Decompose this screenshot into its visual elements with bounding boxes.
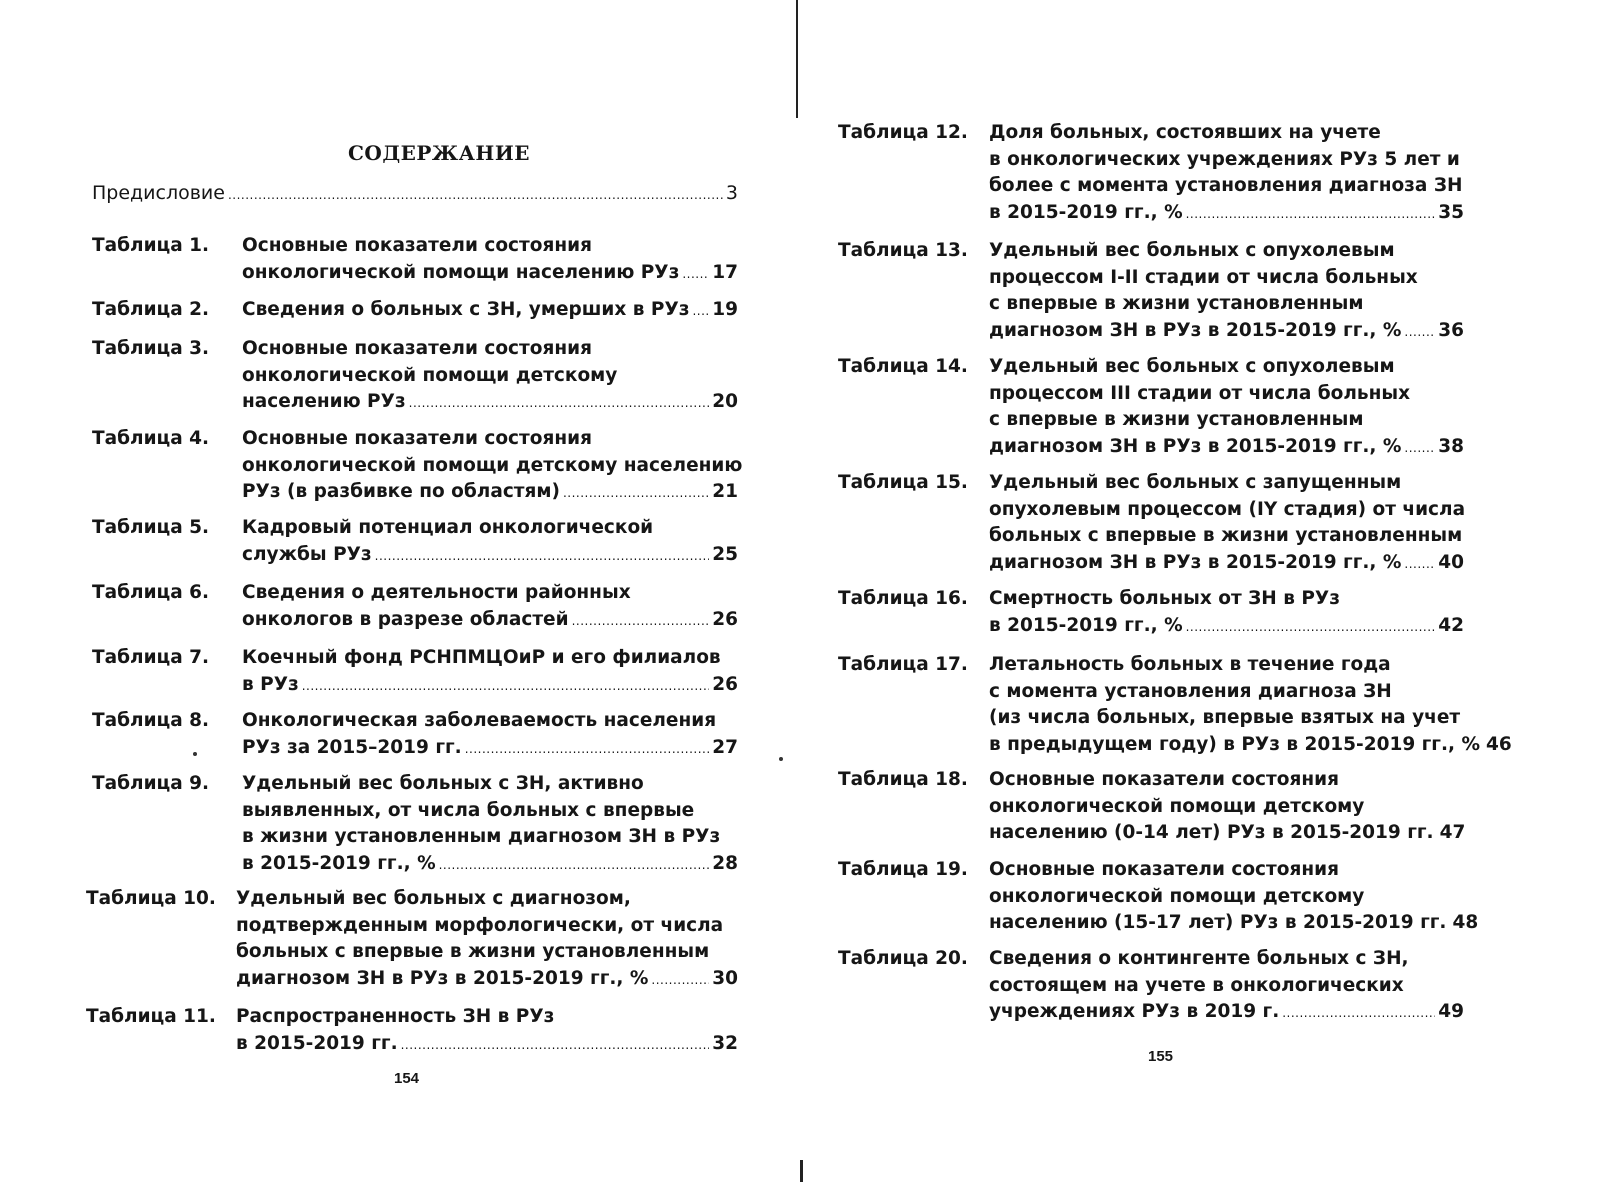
toc-entry-title-line: диагнозом ЗН в РУз в 2015-2019 гг., % [989, 435, 1402, 457]
toc-entry-label: Таблица 19. [838, 859, 968, 880]
toc-entry-label: Таблица 16. [838, 588, 968, 609]
toc-entry[interactable] [838, 586, 1464, 639]
toc-entry-title-line: Основные показатели состояния [242, 338, 592, 359]
toc-entry-page-number: 26 [712, 673, 738, 695]
toc-entry-title-line: Сведения о деятельности районных [242, 582, 631, 603]
leader-dots [375, 542, 710, 570]
toc-entry-title-line: Онкологическая заболеваемость населения [242, 710, 717, 731]
leader-dots [1404, 550, 1435, 578]
toc-entry-title-line: с впервые в жизни установленным [989, 293, 1364, 314]
toc-entry[interactable] [86, 1004, 738, 1057]
toc-entry-title-line: онкологической помощи населению РУз [242, 261, 680, 283]
toc-entry-page-number: 20 [712, 391, 738, 412]
toc-entry-label: Таблица 20. [838, 948, 968, 969]
toc-entry-page-number: 19 [712, 299, 738, 320]
leader-dots [692, 297, 709, 325]
toc-entry-title-line: Сведения о больных с ЗН, умерших в РУз [242, 299, 690, 320]
toc-entry-page-number: 21 [712, 481, 738, 502]
toc-entry[interactable] [92, 580, 738, 633]
toc-entry-label: Таблица 8. [92, 710, 210, 731]
toc-entry-page-number: 49 [1438, 1001, 1464, 1022]
toc-entry-title-line: Удельный вес больных с опухолевым [989, 356, 1395, 377]
toc-entry-title-line: Основные показатели состояния [989, 859, 1339, 880]
toc-entry-title-line: РУз за 2015–2019 гг. [242, 736, 462, 758]
toc-entry-page-number: 42 [1438, 614, 1464, 636]
toc-entry-label: Таблица 18. [838, 769, 968, 790]
toc-entry-label: Таблица 9. [92, 773, 210, 794]
leader-dots [682, 260, 709, 288]
toc-entry-title-line: опухолевым процессом (IY стадия) от числа [989, 498, 1466, 520]
toc-entry-title-line: населению РУз [242, 391, 406, 412]
toc-entry-title-line: в жизни установленным диагнозом ЗН в РУз [242, 826, 721, 847]
toc-entry-title-line: больных с впервые в жизни установленным [989, 525, 1463, 546]
leader-dots [302, 672, 710, 700]
toc-entry-page-number: 47 [1439, 822, 1466, 843]
toc-entry-page-number: 38 [1438, 435, 1464, 457]
toc-entry-title-line: в предыдущем году) в РУз в 2015-2019 гг., % [989, 733, 1480, 755]
toc-entry-page-number: 17 [712, 261, 738, 283]
leader-dots [439, 851, 710, 879]
leader-dots [563, 479, 709, 507]
leader-dots [1186, 200, 1436, 228]
toc-entry-title-line: в 2015-2019 гг., % [989, 201, 1183, 223]
page-number: 155 [1148, 1048, 1174, 1065]
leader-dots [572, 607, 710, 635]
toc-entry-title-line: Удельный вес больных с запущенным [989, 472, 1402, 493]
toc-entry-title-line: Доля больных, состоявших на учете [989, 122, 1381, 143]
toc-entry-title-line: Летальность больных в течение года [989, 654, 1391, 675]
toc-entry-title-line: в 2015-2019 гг. [236, 1032, 398, 1054]
leader-dots [1186, 613, 1436, 641]
toc-entry-label: Таблица 7. [92, 647, 210, 668]
toc-entry-page-number: 48 [1452, 912, 1479, 933]
toc-entry-title-line: населению (15-17 лет) РУз в 2015-2019 гг. [989, 912, 1447, 933]
toc-entry-title-line: службы РУз [242, 543, 372, 565]
toc-entry-label: Таблица 5. [92, 517, 210, 538]
toc-entry[interactable] [92, 233, 738, 286]
toc-entry[interactable] [838, 857, 1479, 937]
toc-entry-label: Таблица 10. [86, 888, 216, 909]
toc-entry-title-line: онкологов в разрезе областей [242, 608, 569, 630]
toc-entry-title-line: в 2015-2019 гг., % [989, 614, 1183, 636]
toc-entry-title-line: онкологической помощи детскому [989, 795, 1365, 817]
toc-entry[interactable] [838, 470, 1464, 576]
leader-dots [1404, 434, 1435, 462]
toc-entry-title-line: Удельный вес больных с диагнозом, [236, 888, 631, 909]
toc-entry-page-number: 46 [1486, 733, 1512, 755]
toc-entry-preface[interactable] [92, 180, 738, 208]
toc-entry-title-line: учреждениях РУз в 2019 г. [989, 1001, 1280, 1022]
toc-entry-page-number: 27 [712, 736, 738, 758]
toc-entry-title-line: процессом I-II стадии от числа больных [989, 266, 1418, 288]
toc-entry-title-line: онкологической помощи детскому [242, 364, 618, 386]
toc-entry[interactable] [92, 515, 738, 568]
toc-entry-title-line: больных с впервые в жизни установленным [236, 941, 710, 962]
leader-dots [1282, 999, 1435, 1027]
toc-entry-title-line: Распространенность ЗН в РУз [236, 1006, 555, 1027]
toc-entry-page-number: 26 [712, 608, 738, 630]
toc-entry-title-line: выявленных, от числа больных с впервые [242, 799, 695, 821]
toc-entry-title-line: в 2015-2019 гг., % [242, 852, 436, 874]
toc-entry-title-line: Основные показатели состояния [242, 428, 592, 449]
toc-entry-label: Таблица 11. [86, 1006, 216, 1027]
toc-entry[interactable] [838, 652, 1512, 758]
toc-entry-title-line: более с момента установления диагноза ЗН [989, 175, 1463, 196]
toc-entry-label: Таблица 3. [92, 338, 210, 359]
toc-entry[interactable] [92, 771, 738, 877]
page-number: 154 [394, 1070, 420, 1087]
toc-entry[interactable] [92, 336, 738, 416]
preface-title: Предисловие [92, 182, 225, 204]
leader-dots [409, 389, 710, 417]
toc-entry-title-line: в онкологических учреждениях РУз 5 лет и [989, 148, 1460, 170]
toc-entry-title-line: РУз (в разбивке по областям) [242, 481, 560, 502]
toc-entry-label: Таблица 14. [838, 356, 968, 377]
toc-entry-title-line: населению (0-14 лет) РУз в 2015-2019 гг. [989, 822, 1434, 843]
leader-dots [401, 1031, 710, 1059]
toc-entry-title-line: (из числа больных, впервые взятых на учет [989, 707, 1461, 728]
toc-entry-label: Таблица 6. [92, 582, 210, 603]
right-page [810, 0, 1600, 1184]
toc-entry[interactable] [838, 946, 1464, 1026]
toc-entry-label: Таблица 4. [92, 428, 210, 449]
toc-entry-title-line: с впервые в жизни установленным [989, 409, 1364, 430]
toc-entry[interactable] [92, 708, 738, 761]
toc-entry-page-number: 28 [712, 852, 738, 874]
preface-page-number: 3 [725, 182, 738, 204]
toc-entry[interactable] [92, 297, 738, 324]
toc-entry-title-line: онкологической помощи детскому [989, 885, 1365, 907]
toc-entry[interactable] [92, 645, 738, 698]
toc-entry-label: Таблица 2. [92, 299, 210, 320]
toc-entry-page-number: 32 [712, 1032, 738, 1054]
gutter-line [796, 0, 798, 118]
toc-entry-title-line: Основные показатели состояния [242, 235, 592, 256]
toc-entry-title-line: в РУз [242, 673, 299, 695]
toc-entry-label: Таблица 15. [838, 472, 968, 493]
left-page [0, 0, 790, 1184]
toc-entry-title-line: состоящем на учете в онкологических [989, 974, 1404, 996]
toc-entry[interactable] [86, 886, 738, 992]
toc-entry[interactable] [838, 767, 1464, 847]
leader-dots [465, 735, 710, 763]
toc-entry-label: Таблица 12. [838, 122, 968, 143]
toc-entry-title-line: диагнозом ЗН в РУз в 2015-2019 гг., % [236, 967, 649, 989]
toc-entry-label: Таблица 17. [838, 654, 968, 675]
toc-entry-title-line: Смертность больных от ЗН в РУз [989, 588, 1340, 609]
toc-entry-title-line: Удельный вес больных с опухолевым [989, 240, 1395, 261]
toc-entry-title-line: Кадровый потенциал онкологической [242, 517, 654, 538]
toc-entry-title-line: диагнозом ЗН в РУз в 2015-2019 гг., % [989, 319, 1402, 341]
toc-entry[interactable] [838, 120, 1464, 226]
gutter-mark [800, 1160, 803, 1182]
toc-entry-title-line: Основные показатели состояния [989, 769, 1339, 790]
toc-entry-title-line: Удельный вес больных с ЗН, активно [242, 773, 644, 794]
toc-entry-label: Таблица 13. [838, 240, 968, 261]
toc-entry-page-number: 25 [712, 543, 738, 565]
toc-entry-title-line: подтвержденным морфологически, от числа [236, 914, 724, 936]
toc-entry-label: Таблица 1. [92, 235, 210, 256]
toc-entry-title-line: Сведения о контингенте больных с ЗН, [989, 948, 1409, 969]
toc-entry-page-number: 30 [712, 967, 738, 989]
toc-entry[interactable] [92, 426, 743, 506]
toc-entry-page-number: 36 [1438, 319, 1464, 341]
toc-entry-title-line: Коечный фонд РСНПМЦОиР и его филиалов [242, 647, 721, 668]
toc-entry[interactable] [838, 354, 1464, 460]
toc-entry-page-number: 35 [1438, 201, 1464, 223]
toc-entry-title-line: с момента установления диагноза ЗН [989, 680, 1392, 702]
toc-entry-title-line: онкологической помощи детскому населению [242, 454, 743, 476]
page-title: СОДЕРЖАНИЕ [348, 141, 530, 165]
toc-entry-page-number: 40 [1438, 551, 1464, 573]
leader-dots [651, 966, 709, 994]
toc-entry[interactable] [838, 238, 1464, 344]
toc-entry-title-line: процессом III стадии от числа больных [989, 382, 1411, 404]
toc-entry-title-line: диагнозом ЗН в РУз в 2015-2019 гг., % [989, 551, 1402, 573]
leader-dots [1404, 318, 1435, 346]
leader-dots [228, 180, 723, 208]
